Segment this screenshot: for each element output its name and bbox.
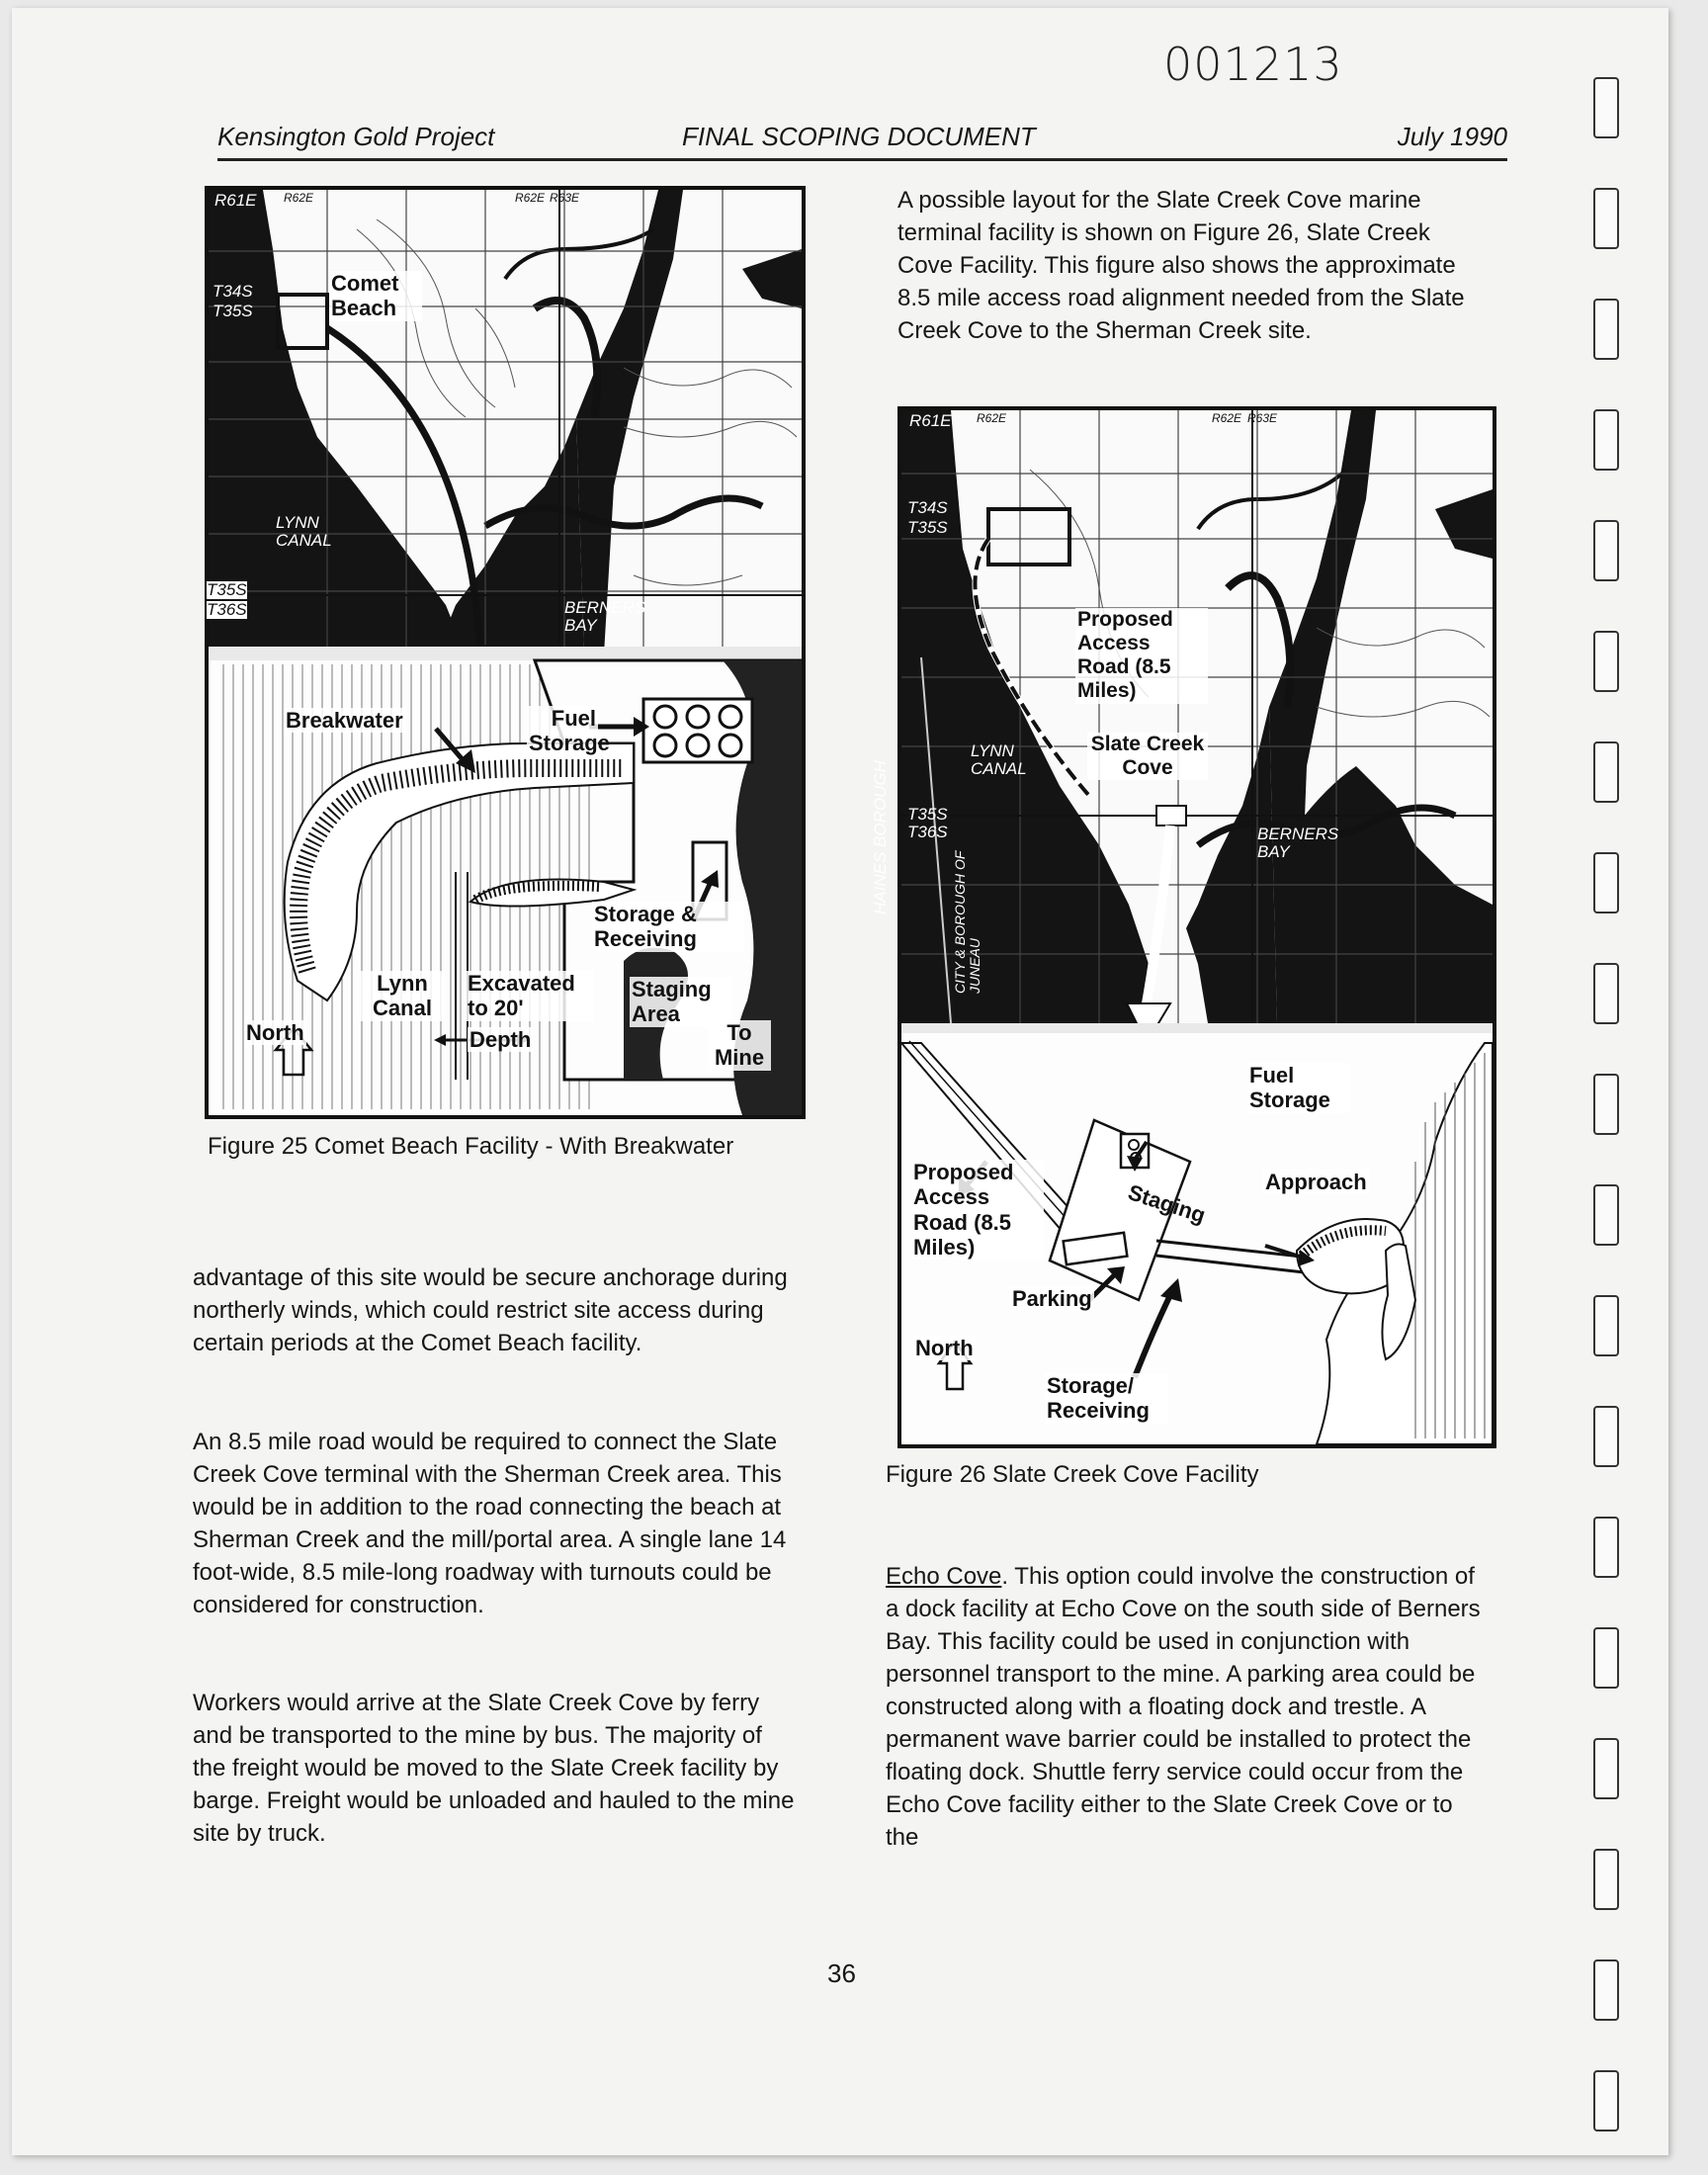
map-label-t35s-b: T35S <box>207 580 247 599</box>
map-label-t36s: T36S <box>207 600 247 619</box>
binding-hole <box>1593 1074 1619 1135</box>
binding-hole <box>1593 1959 1619 2021</box>
figure-26 <box>871 406 1496 1448</box>
label-depth: Depth <box>470 1027 532 1052</box>
map-label-r63e: R63E <box>1247 411 1278 425</box>
label-storage-receiving: Storage/ Receiving <box>1045 1373 1167 1424</box>
handwritten-document-number: 001213 <box>1163 38 1343 91</box>
label-to-mine: To Mine <box>708 1020 771 1071</box>
binding-hole <box>1593 741 1619 803</box>
map-label-r62e-b: R62E <box>515 191 546 205</box>
map-label-haines-borough: HAINES BOROUGH <box>871 760 890 914</box>
binding-hole <box>1593 1184 1619 1246</box>
binding-hole <box>1593 1517 1619 1578</box>
map-label-proposed-access-road: Proposed Access Road (8.5 Miles) <box>1075 608 1208 704</box>
map-label-r61e: R61E <box>909 411 952 430</box>
binding-hole <box>1593 1738 1619 1799</box>
map-label-t36s: T36S <box>907 823 948 841</box>
map-label-t35s: T35S <box>907 518 948 537</box>
binding-hole <box>1593 1849 1619 1910</box>
map-label-lynn-canal: LYNN CANAL <box>276 513 332 550</box>
map-label-city-borough-juneau: CITY & BOROUGH OF JUNEAU <box>952 850 982 994</box>
label-storage-receiving: Storage & Receiving <box>592 902 744 952</box>
map-label-t34s: T34S <box>907 498 948 517</box>
binding-hole <box>1593 963 1619 1024</box>
map-label-r62e: R62E <box>284 191 314 205</box>
right-intro-paragraph: A possible layout for the Slate Creek Cove marine terminal facility is shown on Figure 26, Slate Creek Cove Facility. This figure also shows the approximate 8.5 mile access road alignment needed from the Slate Creek Cove to the Sherman Creek site. <box>897 187 1465 344</box>
binding-hole <box>1593 188 1619 249</box>
label-approach: Approach <box>1265 1170 1367 1194</box>
figure-26-drawing <box>901 410 1493 1444</box>
label-lynn-canal: Lynn Canal <box>361 971 444 1021</box>
binding-hole <box>1593 520 1619 581</box>
left-paragraph-1: advantage of this site would be secure anchorage during northerly winds, which could restrict site access during certain periods at the Comet Beach facility. <box>193 1264 788 1356</box>
left-paragraph-2: An 8.5 mile road would be required to connect the Slate Creek Cove terminal with the Sherman Creek area. This would be in addition to the road connecting the beach at Sherman Creek and the mill/portal area. A single lane 14 foot-wide, 8.5 mile-long roadway with turnouts could be considered for construction. <box>193 1429 787 1618</box>
echo-cove-text: . This option could involve the construction of a dock facility at Echo Cove on the south side of Berners Bay. This facility could be used in conjunction with personnel transport to the mine. A parking area could be constructed along with a floating dock and trestle. A permanent wave barrier could be installed to protect the floating dock. Shuttle ferry service could occur from the Echo Cove facility either to the Slate Creek Cove or to the <box>886 1563 1481 1851</box>
binding-hole <box>1593 409 1619 471</box>
map-label-slate-creek-cove: Slate Creek Cove <box>1087 733 1208 780</box>
binding-hole <box>1593 299 1619 360</box>
figure-26-caption: Figure 26 Slate Creek Cove Facility <box>886 1461 1259 1488</box>
map-label-berners-bay: BERNERS BAY <box>564 598 646 635</box>
map-label-comet-beach: Comet Beach <box>329 271 422 321</box>
map-label-t35s-b: T35S <box>907 805 948 824</box>
label-fuel-storage: Fuel Storage <box>1247 1063 1350 1113</box>
label-staging-area: Staging Area <box>630 977 732 1027</box>
header-title: FINAL SCOPING DOCUMENT <box>682 122 1036 151</box>
label-parking: Parking <box>1012 1286 1092 1311</box>
label-north: North <box>915 1336 974 1360</box>
label-fuel-storage: Fuel Storage <box>529 706 610 756</box>
map-label-berners-bay: BERNERS BAY <box>1257 825 1339 861</box>
left-paragraph-3: Workers would arrive at the Slate Creek Cove by ferry and be transported to the mine by bus. The majority of the freight would be moved to the Slate Creek facility by barge. Freight would be unloaded and hauled to the mine site by truck. <box>193 1690 795 1847</box>
label-north: North <box>246 1020 304 1045</box>
map-label-r62e-b: R62E <box>1212 411 1242 425</box>
map-label-t35s: T35S <box>213 302 253 320</box>
binding-hole <box>1593 631 1619 692</box>
header-date: July 1990 <box>1397 122 1507 151</box>
header-project: Kensington Gold Project <box>217 122 495 151</box>
map-label-r63e: R63E <box>550 191 580 205</box>
map-label-t34s: T34S <box>213 282 253 301</box>
document-page <box>12 8 1668 2155</box>
binding-hole <box>1593 852 1619 914</box>
binding-hole <box>1593 1295 1619 1356</box>
label-breakwater: Breakwater <box>286 708 403 733</box>
label-staging: Staging <box>1125 1179 1209 1228</box>
label-proposed-access-road: Proposed Access Road (8.5 Miles) <box>911 1160 1044 1260</box>
page-header <box>217 119 1507 161</box>
label-excavated: Excavated to 20' <box>466 971 594 1021</box>
binding-hole <box>1593 2070 1619 2132</box>
echo-cove-heading: Echo Cove <box>886 1563 1002 1590</box>
binding-hole <box>1593 1627 1619 1689</box>
figure-25-caption: Figure 25 Comet Beach Facility - With Breakwater <box>208 1133 734 1160</box>
binding-hole <box>1593 1406 1619 1467</box>
map-label-lynn-canal: LYNN CANAL <box>971 741 1027 778</box>
page-number: 36 <box>827 1958 856 1988</box>
figure-25 <box>205 186 806 1119</box>
map-label-r62e: R62E <box>977 411 1007 425</box>
map-label-r61e: R61E <box>214 191 257 210</box>
echo-cove-paragraph <box>886 1560 1491 1854</box>
binding-hole <box>1593 77 1619 138</box>
